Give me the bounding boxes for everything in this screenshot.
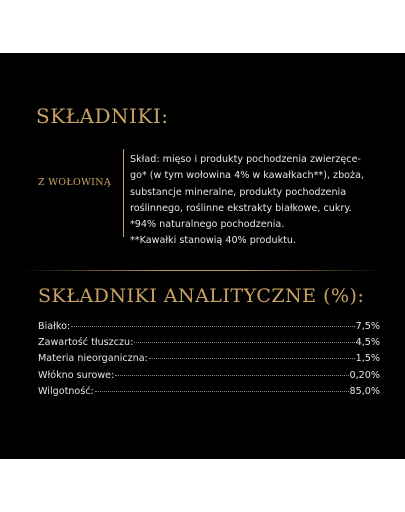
section-divider	[22, 270, 383, 271]
ingredients-line: Skład: mięso i produkty pochodzenia zwierzęce-	[130, 154, 361, 165]
ingredients-footnote: **Kawałki stanowią 40% produktu.	[130, 235, 297, 247]
analysis-row	[38, 337, 380, 353]
dot-leader	[71, 326, 354, 327]
analysis-value: 1,5%	[355, 353, 380, 365]
analysis-value: 0,20%	[349, 369, 380, 381]
composition-panel	[0, 53, 405, 459]
analysis-value: 85,0%	[349, 385, 380, 397]
ingredients-line: roślinnego, roślinne ekstrakty białkowe, cukry.	[130, 202, 352, 214]
analysis-value: 7,5%	[355, 321, 380, 332]
analysis-row	[38, 386, 380, 402]
analysis-label: Białko:	[38, 321, 71, 332]
analysis-row	[38, 370, 380, 386]
ingredients-line: substancje mineralne, produkty pochodzenia	[130, 186, 347, 198]
dot-leader	[149, 358, 355, 359]
dot-leader	[134, 342, 354, 343]
dot-leader	[95, 391, 349, 392]
dot-leader	[115, 375, 348, 376]
analysis-value: 4,5%	[355, 337, 380, 349]
analysis-title: SKŁADNIKI ANALITYCZNE (%):	[38, 285, 365, 307]
vertical-divider	[123, 149, 124, 237]
analysis-label: Zawartość tłuszczu:	[38, 337, 134, 349]
variant-label: Z WOŁOWINĄ	[38, 177, 112, 188]
ingredients-title: SKŁADNIKI:	[36, 104, 169, 128]
analysis-label: Materia nieorganiczna:	[38, 353, 148, 365]
ingredients-footnote: *94% naturalnego pochodzenia.	[130, 219, 285, 231]
analysis-label: Wilgotność:	[38, 385, 94, 397]
analysis-table	[38, 321, 380, 402]
analysis-label: Włókno surowe:	[38, 369, 115, 381]
analysis-row	[38, 353, 380, 369]
analysis-row	[38, 321, 380, 337]
ingredients-text	[130, 152, 385, 250]
ingredients-line: go* (w tym wołowina 4% w kawałkach**), zboża,	[130, 170, 365, 182]
